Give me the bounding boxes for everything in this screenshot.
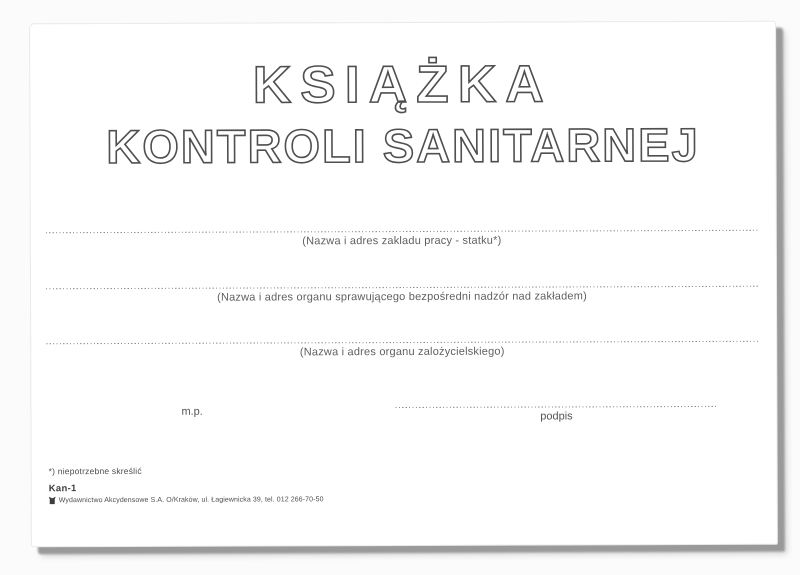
document-title — [30, 56, 775, 174]
field-caption-supervising-authority: (Nazwa i adres organu sprawującego bezpośredni nadzór nad zakładem) — [217, 290, 588, 304]
field-caption-founding-authority: (Nazwa i adres organu zalożycielskiego) — [299, 345, 505, 359]
publisher-line — [49, 495, 324, 504]
signature-caption: podpis — [540, 410, 573, 423]
field-supervising-authority — [46, 286, 758, 304]
title-line-2: KONTROLI SANITARNEJ — [106, 118, 700, 174]
field-establishment — [46, 230, 758, 248]
page-footer — [49, 465, 324, 504]
publisher-text: Wydawnictwo Akcydensowe S.A. O/Kraków, ul. Łagiewnicka 39, tel. 012 266-70-50 — [58, 495, 324, 504]
signature-block — [395, 406, 717, 423]
title-line-1: KSIĄŻKA — [252, 55, 553, 115]
signature-line — [395, 406, 717, 409]
field-founding-authority — [46, 341, 758, 359]
stamp-place-label: m.p. — [181, 405, 203, 418]
publisher-logo-icon — [49, 496, 56, 504]
form-code: Kan-1 — [48, 483, 77, 495]
footnote-delete-as-appropriate: *) niepotrzebne skreślić — [48, 465, 142, 477]
document-page — [29, 21, 778, 548]
field-caption-establishment: (Nazwa i adres zakladu pracy - statku*) — [302, 234, 502, 248]
